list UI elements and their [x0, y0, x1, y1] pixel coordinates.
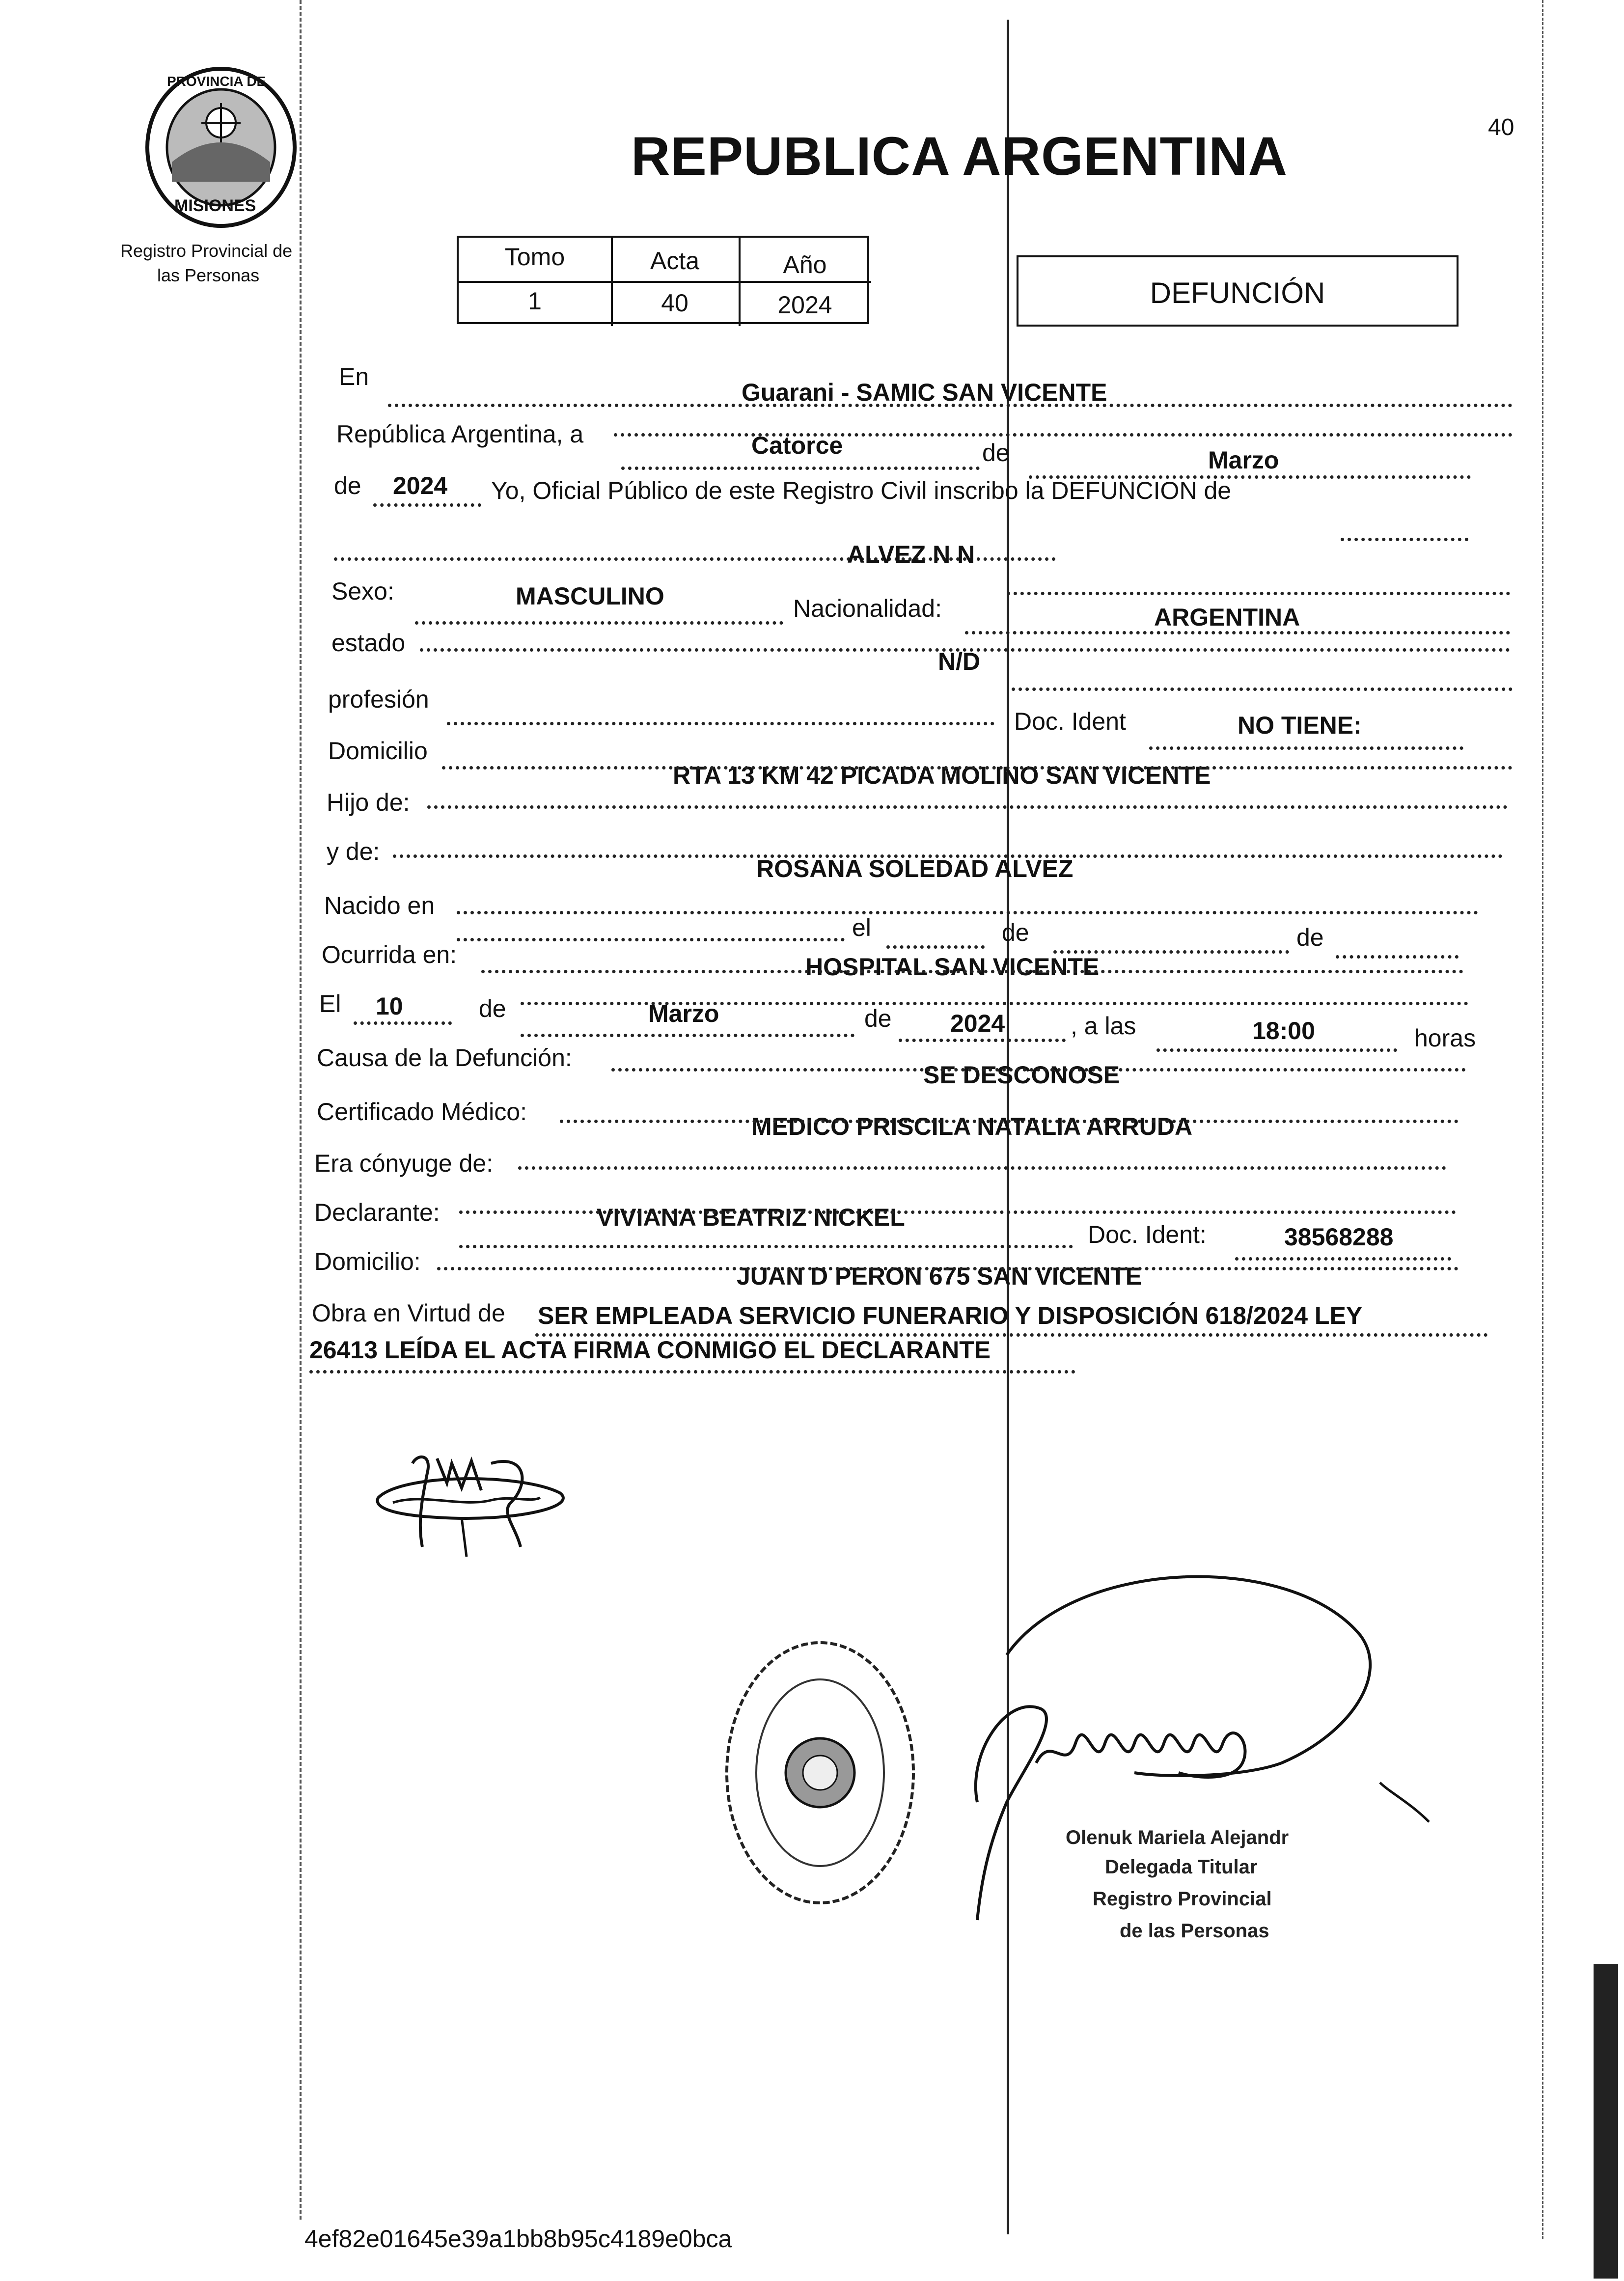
table-value-tomo: 1 — [528, 287, 542, 315]
republica-label: República Argentina, a — [336, 420, 584, 448]
doc-ident-value: NO TIENE: — [1238, 712, 1362, 739]
de-label-6: de — [864, 1005, 892, 1032]
ocurrida-value: HOSPITAL SAN VICENTE — [805, 953, 1100, 981]
dots-domicilio — [442, 766, 1513, 769]
death-time: 18:00 — [1252, 1017, 1315, 1044]
en-value: Guarani - SAMIC SAN VICENTE — [742, 379, 1107, 406]
dots-conyuge — [518, 1166, 1446, 1170]
year: 2024 — [393, 472, 448, 499]
record-type: DEFUNCIÓN — [1150, 276, 1325, 309]
profesion-label: profesión — [328, 686, 429, 713]
dots-day — [621, 467, 980, 470]
dots-causa — [611, 1068, 1466, 1072]
dots-death-year — [899, 1039, 1066, 1042]
scan-edge-right — [1542, 0, 1543, 2239]
month: Marzo — [1208, 446, 1279, 474]
seal-top-text: PROVINCIA DE — [167, 74, 266, 89]
estado-label: estado — [331, 629, 406, 657]
dots-nacido — [457, 938, 845, 941]
document-hash: 4ef82e01645e39a1bb8b95c4189e0bca — [304, 2225, 732, 2253]
dots-declarante — [459, 1245, 1073, 1248]
doc-ident2-value: 38568288 — [1284, 1223, 1394, 1251]
official-org-2: de las Personas — [1120, 1920, 1269, 1942]
obra-value-1: SER EMPLEADA SERVICIO FUNERARIO Y DISPOSICIÓN 618/2024 LEY — [538, 1302, 1363, 1329]
de-label-1: de — [982, 439, 1010, 467]
declarante-value: VIVIANA BEATRIZ NICKEL — [597, 1204, 905, 1231]
el-label: el — [852, 914, 871, 941]
madre-value: ROSANA SOLEDAD ALVEZ — [756, 855, 1073, 882]
yde-label: y de: — [327, 838, 380, 865]
nacionalidad-label: Nacionalidad: — [793, 595, 942, 622]
page-number: 40 — [1488, 114, 1514, 140]
table-value-ano: 2024 — [777, 291, 832, 319]
horas-label: horas — [1414, 1024, 1476, 1052]
dots-nacionalidad — [965, 631, 1510, 634]
sexo-label: Sexo: — [331, 577, 394, 605]
document-title: REPUBLICA ARGENTINA — [631, 126, 1288, 187]
el-label-2: El — [319, 990, 341, 1017]
seal-bottom-text: MISIONES — [174, 196, 256, 215]
scan-edge-left — [300, 0, 302, 2220]
dots-nacido-ano — [1336, 955, 1459, 959]
en-label: En — [339, 363, 369, 390]
declarant-signature — [363, 1444, 579, 1562]
dots-hijo — [427, 805, 1508, 809]
dots-doc — [1149, 746, 1463, 750]
causa-label: Causa de la Defunción: — [317, 1044, 572, 1072]
domicilio-label: Domicilio — [328, 737, 428, 765]
dots-estado — [1012, 687, 1513, 691]
deceased-name: ALVEZ N N — [847, 541, 975, 568]
certificado-value: MEDICO PRISCILA NATALIA ARRUDA — [751, 1113, 1193, 1140]
causa-value: SE DESCONOSE — [923, 1061, 1120, 1089]
de-label-4: de — [1296, 924, 1324, 951]
dots-el — [886, 945, 985, 949]
declarante-label: Declarante: — [314, 1199, 440, 1226]
domicilio-value: RTA 13 KM 42 PICADA MOLINO SAN VICENTE — [673, 762, 1211, 789]
hijo-label: Hijo de: — [327, 789, 410, 816]
dots-oficial — [1341, 538, 1468, 541]
dots-madre — [393, 854, 1503, 858]
de-label-5: de — [479, 995, 506, 1022]
table-value-acta: 40 — [661, 289, 688, 317]
dots-time — [1156, 1048, 1397, 1052]
obra-value-2: 26413 LEÍDA EL ACTA FIRMA CONMIGO EL DECLARANTE — [309, 1336, 991, 1364]
death-year: 2024 — [950, 1010, 1005, 1037]
record-type-box — [1017, 255, 1459, 327]
dots-name — [1007, 592, 1510, 595]
doc-ident2-label: Doc. Ident: — [1088, 1221, 1207, 1248]
a-las-label: , a las — [1071, 1012, 1136, 1040]
dots-rep — [614, 433, 1513, 437]
dots-obra-2 — [309, 1370, 1075, 1374]
registry-stamp-icon — [717, 1630, 923, 1915]
official-role: Delegada Titular — [1105, 1856, 1258, 1878]
dots-el-top — [521, 1002, 1468, 1005]
dots-doc2 — [1235, 1257, 1451, 1261]
sexo-value: MASCULINO — [516, 582, 664, 610]
certificado-label: Certificado Médico: — [317, 1098, 527, 1126]
dots-nacido-top — [457, 911, 1478, 914]
de-label-3: de — [1002, 919, 1029, 946]
ocurrida-label: Ocurrida en: — [322, 941, 457, 968]
dots-ocurrida — [481, 970, 1463, 973]
dots-declarante-top — [459, 1210, 1456, 1214]
nacido-label: Nacido en — [324, 892, 435, 919]
domicilio2-value: JUAN D PERON 675 SAN VICENTE — [737, 1263, 1142, 1290]
death-day: 10 — [376, 992, 403, 1020]
domicilio2-label: Domicilio: — [314, 1248, 421, 1275]
dots-sexo — [415, 621, 783, 625]
doc-ident-label: Doc. Ident — [1014, 708, 1126, 735]
dots-en — [388, 404, 1513, 407]
registry-line-2: las Personas — [157, 265, 260, 285]
obra-label: Obra en Virtud de — [312, 1299, 505, 1327]
dots-year — [373, 503, 481, 507]
de-label-2: de — [334, 472, 361, 499]
table-header-tomo: Tomo — [504, 243, 565, 271]
dots-death-day — [354, 1021, 452, 1025]
dots-certificado — [560, 1120, 1459, 1123]
day-word: Catorce — [751, 432, 843, 459]
oficial-text: Yo, Oficial Público de este Registro Civil inscribo la DEFUNCION de — [491, 477, 1232, 504]
record-table — [457, 236, 869, 324]
table-header-ano: Año — [783, 251, 827, 278]
death-month: Marzo — [648, 1000, 719, 1027]
conyuge-label: Era cónyuge de: — [314, 1150, 494, 1177]
nacionalidad-value: ARGENTINA — [1154, 604, 1300, 631]
estado-value: N/D — [938, 648, 981, 675]
dots-obra-1 — [535, 1333, 1488, 1337]
official-org-1: Registro Provincial — [1093, 1888, 1272, 1910]
scan-dark-edge — [1594, 1964, 1618, 2279]
dots-death-month — [521, 1034, 854, 1037]
dots-profesion — [447, 722, 994, 725]
official-name: Olenuk Mariela Alejandr — [1066, 1827, 1289, 1848]
dots-domicilio2 — [437, 1267, 1459, 1270]
table-header-acta: Acta — [650, 247, 700, 275]
registry-line-1: Registro Provincial de — [120, 241, 293, 261]
